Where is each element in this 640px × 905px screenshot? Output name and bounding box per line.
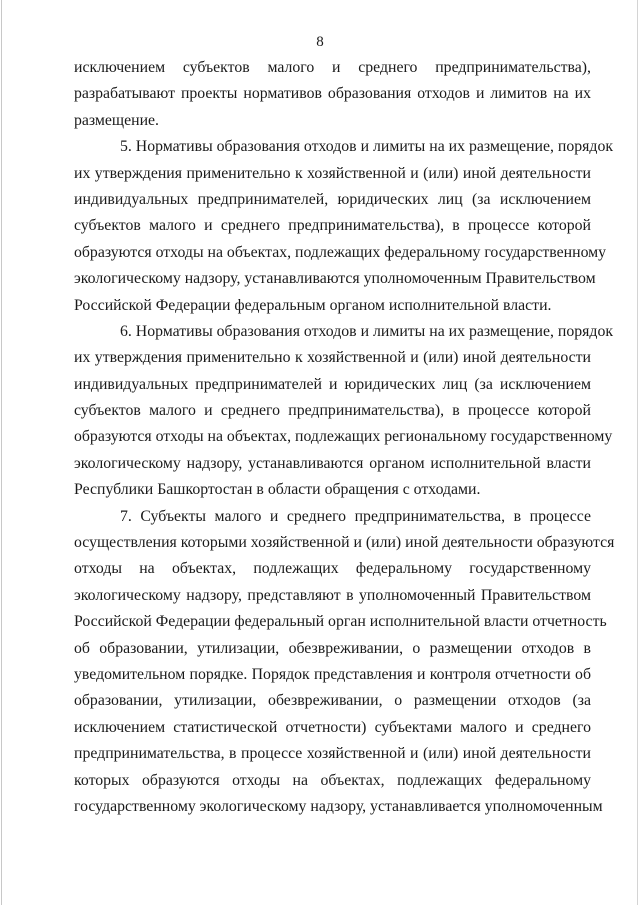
text-line: предпринимательства, в процессе хозяйственной и (или) иной деятельности [74,745,591,763]
text-line: 7. Субъекты малого и среднего предпринимательства, в процессе [120,507,591,525]
text-line: образуются отходы на объектах, подлежащих федеральному государственному [74,243,607,261]
text-line: Республики Башкортостан в области обращения с отходами. [74,481,481,499]
text-line: экологическому надзору, устанавливаются уполномоченным Правительством [74,270,596,288]
text-line: осуществления которыми хозяйственной и (или) иной деятельности образуются [74,534,615,552]
text-line: их утверждения применительно к хозяйственной и (или) иной деятельности [74,349,591,367]
text-line: размещение. [74,111,159,129]
text-line: об образовании, утилизации, обезвреживании, о размещении отходов в [74,639,591,657]
text-line: индивидуальных предпринимателей и юридических лиц (за исключением [74,375,591,393]
text-line: экологическому надзору, устанавливаются органом исполнительной власти [74,454,591,472]
text-line: субъектов малого и среднего предпринимательства), в процессе которой [74,217,591,235]
text-line: 5. Нормативы образования отходов и лимиты на их размещение, порядок [120,138,614,156]
body-text [74,55,615,820]
text-line: их утверждения применительно к хозяйственной и (или) иной деятельности [74,164,591,182]
text-line: государственному экологическому надзору, устанавливается уполномоченным [74,797,603,815]
text-line: Российской Федерации федеральный орган исполнительной власти отчетность [74,613,607,631]
text-line: образуются отходы на объектах, подлежащих региональному государственному [74,428,613,446]
text-line: исключением статистической отчетности) субъектами малого и среднего [74,718,591,736]
paragraph-continuation [74,55,591,134]
text-line: уведомительном порядке. Порядок представления и контроля отчетности об [74,665,591,683]
text-line: 6. Нормативы образования отходов и лимиты на их размещение, порядок [120,322,614,340]
text-line: индивидуальных предпринимателей, юридических лиц (за исключением [74,190,591,208]
paragraph-5 [74,134,614,319]
text-line: экологическому надзору, представляют в уполномоченный Правительством [74,586,591,604]
scan-edge-left [1,0,2,905]
scan-edge-right [637,0,638,905]
text-line: которых образуются отходы на объектах, подлежащих федеральному [74,771,591,789]
paragraph-6 [74,319,614,504]
text-line: разрабатывают проекты нормативов образования отходов и лимитов на их [74,85,591,103]
text-line: отходы на объектах, подлежащих федеральному государственному [74,560,591,578]
text-line: исключением субъектов малого и среднего предпринимательства), [74,59,591,76]
text-line: субъектов малого и среднего предпринимательства), в процессе которой [74,402,591,420]
text-line: образовании, утилизации, обезвреживании, о размещении отходов (за [74,692,591,710]
page-number: 8 [316,34,324,50]
paragraph-7 [74,504,615,821]
text-line: Российской Федерации федеральным органом исполнительной власти. [74,296,552,314]
